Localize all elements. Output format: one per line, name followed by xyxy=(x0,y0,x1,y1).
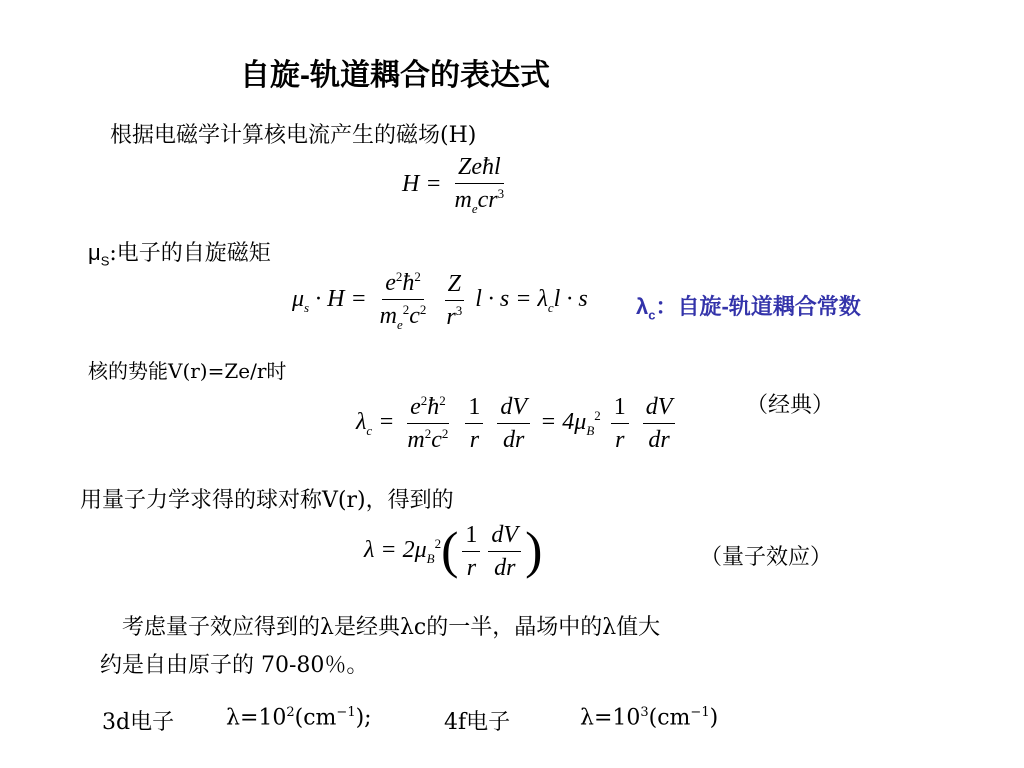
value-4f-lambda: $\lambda=10^3(cm^{-1})$ xyxy=(580,705,719,731)
magnetic-field-intro: 根据电磁学计算核电流产生的磁场(H) xyxy=(110,123,477,148)
note-line-2: 约是自由原子的 70-80％。 xyxy=(100,653,369,678)
potential-condition: 核的势能V(r)=Ze/r时 xyxy=(88,359,287,383)
quantum-effect-label: （量子效应） xyxy=(700,545,833,570)
equation-magnetic-field: H = $\frac{\text{Zeħl}}{m_ecr^3}$ xyxy=(402,154,505,216)
note-line-1: 考虑量子效应得到的λ是经典λc的一半，晶场中的λ值大 xyxy=(122,615,661,640)
equation-lambda-quantum: $\lambda = 2\mu_B^2$( $\frac{1}{r}$ $\frac{dV}{dr}$ ) xyxy=(364,522,543,581)
lambda-c-definition: $\lambda_c$：自旋-轨道耦合常数 xyxy=(636,294,861,323)
equation-spin-orbit-energy: $\mu_s \cdot H$ = $\frac{e^2ħ^2}{m_e^2c^2}$ $\frac{Z}{r^3}$ $l \cdot s = \lambda_cl \cdot s$ xyxy=(292,269,588,332)
label-4f-electron: 4f电子 xyxy=(444,710,511,735)
equation-lambda-classical: $\lambda_c$ = $\frac{e^2ħ^2}{m^2c^2}$ $\frac{1}{r}$ $\frac{dV}{dr}$ = $4\mu_B^2$ $\frac{1}{r}$ $\frac{dV}{dr}$ xyxy=(356,392,679,455)
value-3d-lambda: $\lambda=10^2(cm^{-1})$; xyxy=(226,705,372,731)
quantum-intro: 用量子力学求得的球对称V(r)，得到的 xyxy=(80,488,454,513)
label-3d-electron: 3d电子 xyxy=(102,710,175,735)
page-title: 自旋-轨道耦合的表达式 xyxy=(240,59,550,92)
spin-magnetic-moment-label: $\mu_S$:电子的自旋磁矩 xyxy=(88,240,271,269)
classical-label: （经典） xyxy=(746,393,835,418)
